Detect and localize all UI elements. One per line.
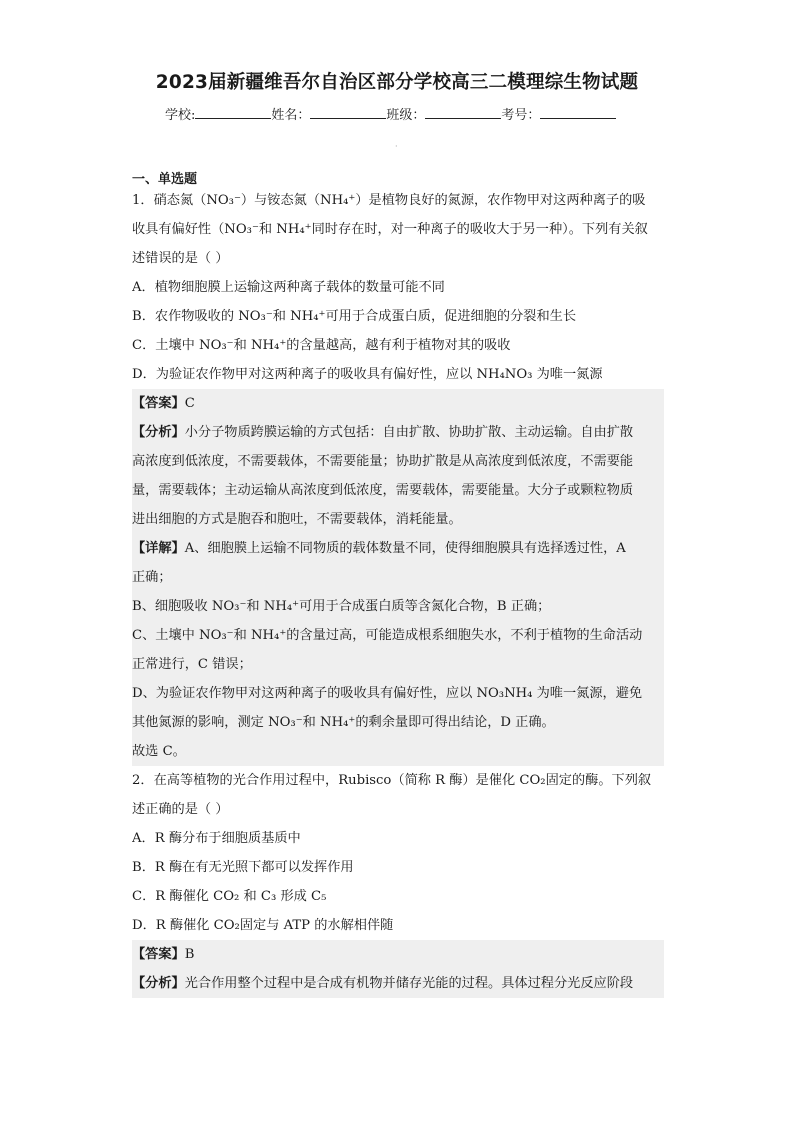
- answer-tag: 【答案】: [132, 396, 185, 411]
- question-content: [132, 186, 664, 998]
- q2-answer-line: [132, 940, 664, 969]
- q1-stem-line-2: 收具有偏好性（NO₃⁻和 NH₄⁺同时存在时，对一种离子的吸收大于另一种）。下列有关叙: [132, 222, 648, 237]
- q1-analysis-line-1: [132, 418, 664, 447]
- page-title: 2023届新疆维吾尔自治区部分学校高三二模理综生物试题: [155, 72, 639, 93]
- q1-detail-line-6: D、为验证农作物甲对这两种离子的吸收具有偏好性，应以 NO₃NH₄ 为唯一氮源，避免: [132, 686, 643, 701]
- class-blank[interactable]: [425, 105, 501, 119]
- q1-stem-line-3: 述错误的是（ ）: [132, 251, 229, 266]
- q1-option-c: C．土壤中 NO₃⁻和 NH₄⁺的含量越高，越有利于植物对其的吸收: [132, 338, 511, 353]
- q1-solution-block: [132, 389, 664, 766]
- name-label: 姓名：: [271, 108, 311, 123]
- q1-option-b: B．农作物吸收的 NO₃⁻和 NH₄⁺可用于合成蛋白质，促进细胞的分裂和生长: [132, 309, 577, 324]
- student-info-line: [165, 104, 616, 123]
- q2-option-d: D．R 酶催化 CO₂固定与 ATP 的水解相伴随: [132, 918, 394, 933]
- q1-analysis-line-2: 高浓度到低浓度，不需要载体，不需要能量；协助扩散是从高浓度到低浓度，不需要能: [132, 454, 634, 469]
- q2-analysis-line-1: [132, 969, 664, 998]
- q2-option-a: A．R 酶分布于细胞质基质中: [132, 831, 301, 846]
- q1-option-d: D．为验证农作物甲对这两种离子的吸收具有偏好性，应以 NH₄NO₃ 为唯一氮源: [132, 367, 603, 382]
- q1-detail-line-1: [132, 534, 664, 563]
- q1-answer-line: [132, 389, 664, 418]
- q1-analysis-line-3: 量，需要载体；主动运输从高浓度到低浓度，需要载体，需要能量。大分子或颗粒物质: [132, 483, 634, 498]
- q1-detail-line-5: 正常进行，C 错误；: [132, 657, 252, 672]
- q2-answer: B: [184, 947, 195, 962]
- decorative-dot: ·: [395, 142, 398, 151]
- name-blank[interactable]: [310, 105, 386, 119]
- q1-detail-line-2: 正确；: [132, 570, 172, 585]
- section-heading: 一、单选题: [132, 172, 198, 187]
- q2-solution-block: [132, 940, 664, 998]
- id-blank[interactable]: [540, 105, 616, 119]
- q1-detail-line-8: 故选 C。: [132, 744, 186, 759]
- q1-answer: C: [184, 396, 195, 411]
- q1-detail-text-1: A、细胞膜上运输不同物质的载体数量不同，使得细胞膜具有选择透过性，A: [184, 541, 626, 556]
- answer-tag: 【答案】: [132, 947, 185, 962]
- q1-option-a: A．植物细胞膜上运输这两种离子载体的数量可能不同: [132, 280, 445, 295]
- school-blank[interactable]: [195, 105, 271, 119]
- q1-stem-line-1: 1．硝态氮（NO₃⁻）与铵态氮（NH₄⁺）是植物良好的氮源，农作物甲对这两种离子的吸: [132, 193, 646, 208]
- q2-stem-line-1: 2．在高等植物的光合作用过程中，Rubisco（简称 R 酶）是催化 CO₂固定的酶。下列叙: [132, 773, 652, 788]
- q1-detail-line-4: C、土壤中 NO₃⁻和 NH₄⁺的含量过高，可能造成根系细胞失水，不利于植物的生命活动: [132, 628, 643, 643]
- class-label: 班级：: [386, 108, 426, 123]
- detail-tag: 【详解】: [132, 541, 185, 556]
- q2-stem-line-2: 述正确的是（ ）: [132, 802, 229, 817]
- analysis-tag: 【分析】: [132, 976, 185, 991]
- q2-option-b: B．R 酶在有无光照下都可以发挥作用: [132, 860, 354, 875]
- school-label: 学校:: [165, 108, 196, 123]
- q1-detail-line-7: 其他氮源的影响，测定 NO₃⁻和 NH₄⁺的剩余量即可得出结论，D 正确。: [132, 715, 555, 730]
- q1-detail-line-3: B、细胞吸收 NO₃⁻和 NH₄⁺可用于合成蛋白质等含氮化合物，B 正确；: [132, 599, 551, 614]
- q1-analysis-line-4: 进出细胞的方式是胞吞和胞吐，不需要载体，消耗能量。: [132, 512, 462, 527]
- analysis-tag: 【分析】: [132, 425, 185, 440]
- q2-option-c: C．R 酶催化 CO₂ 和 C₃ 形成 C₅: [132, 889, 327, 904]
- q1-analysis-text-1: 小分子物质跨膜运输的方式包括：自由扩散、协助扩散、主动运输。自由扩散: [184, 425, 634, 440]
- q2-analysis-text-1: 光合作用整个过程中是合成有机物并储存光能的过程。具体过程分光反应阶段: [184, 976, 634, 991]
- id-label: 考号：: [501, 108, 541, 123]
